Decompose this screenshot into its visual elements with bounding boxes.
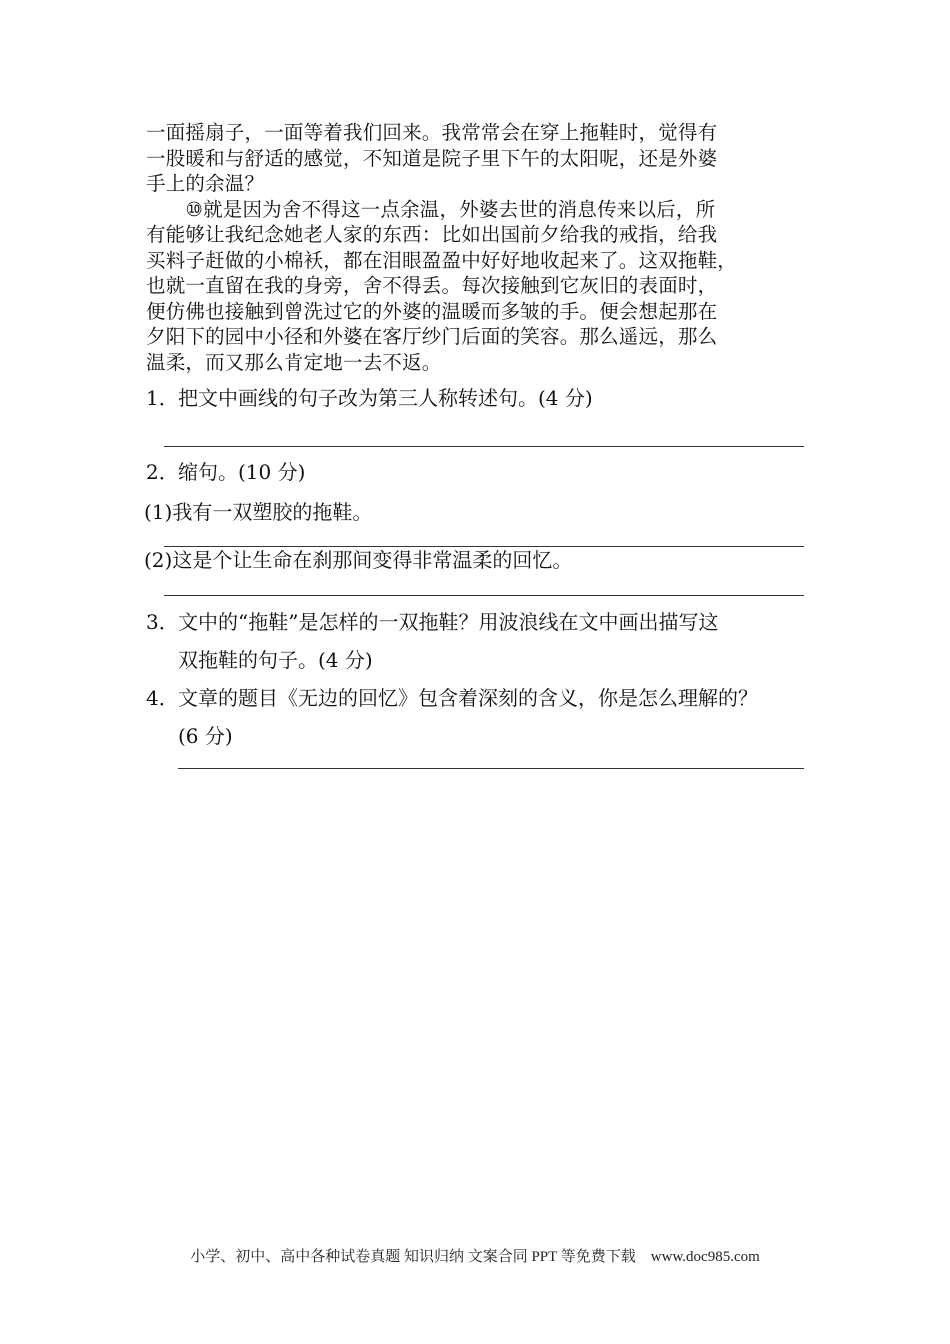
question-text: 文中的“拖鞋”是怎样的一双拖鞋？用波浪线在文中画出描写这 [178,610,719,634]
answer-line-1[interactable] [164,446,804,447]
passage-line: 买料子赶做的小棉袄，都在泪眼盈盈中好好地收起来了。这双拖鞋， [146,248,738,272]
answer-line-4[interactable] [178,768,804,769]
question-text: 文章的题目《无边的回忆》包含着深刻的含义，你是怎么理解的？ [178,686,758,710]
question-4-continued: (6 分) [178,724,233,748]
question-3-continued: 双拖鞋的句子。(4 分) [178,648,373,672]
question-4 [146,684,758,712]
passage-line: 夕阳下的园中小径和外婆在客厅纱门后面的笑容。那么遥远，那么 [146,325,718,348]
passage-line: 便仿佛也接触到曾洗过它的外婆的温暖而多皱的手。便会想起那在 [146,299,718,323]
question-number: 3． [146,610,179,634]
question-number: 2． [146,460,179,484]
question-1 [146,384,593,412]
passage-line: 手上的余温？ [146,172,265,195]
question-3 [146,608,718,636]
passage-line: 温柔，而又那么肯定地一去不返。 [146,350,442,374]
reading-passage [146,120,826,375]
question-number: 1． [146,386,179,410]
sub-question-2: (2)这是个让生命在刹那间变得非常温柔的回忆。 [144,548,573,572]
passage-line: 一股暖和与舒适的感觉，不知道是院子里下午的太阳呢，还是外婆 [146,146,718,170]
passage-line: 也就一直留在我的身旁，舍不得丢。每次接触到它灰旧的表面时， [146,274,718,297]
passage-line: 一面摇扇子，一面等着我们回来。我常常会在穿上拖鞋时，觉得有 [146,121,718,144]
question-text: 缩句。(10 分) [178,460,306,484]
passage-line: 有能够让我纪念她老人家的东西：比如出国前夕给我的戒指，给我 [146,223,718,246]
sub-question-1: (1)我有一双塑胶的拖鞋。 [144,500,373,524]
question-2 [146,458,305,486]
page-footer: 小学、初中、高中各种试卷真题 知识归纳 文案合同 PPT 等免费下载 www.doc985.com [190,1249,760,1265]
question-number: 4． [146,686,179,710]
answer-line-2-2[interactable] [164,595,804,596]
question-text: 把文中画线的句子改为第三人称转述句。(4 分) [178,386,593,410]
passage-line: ⑩就是因为舍不得这一点余温，外婆去世的消息传来以后，所 [146,197,716,221]
